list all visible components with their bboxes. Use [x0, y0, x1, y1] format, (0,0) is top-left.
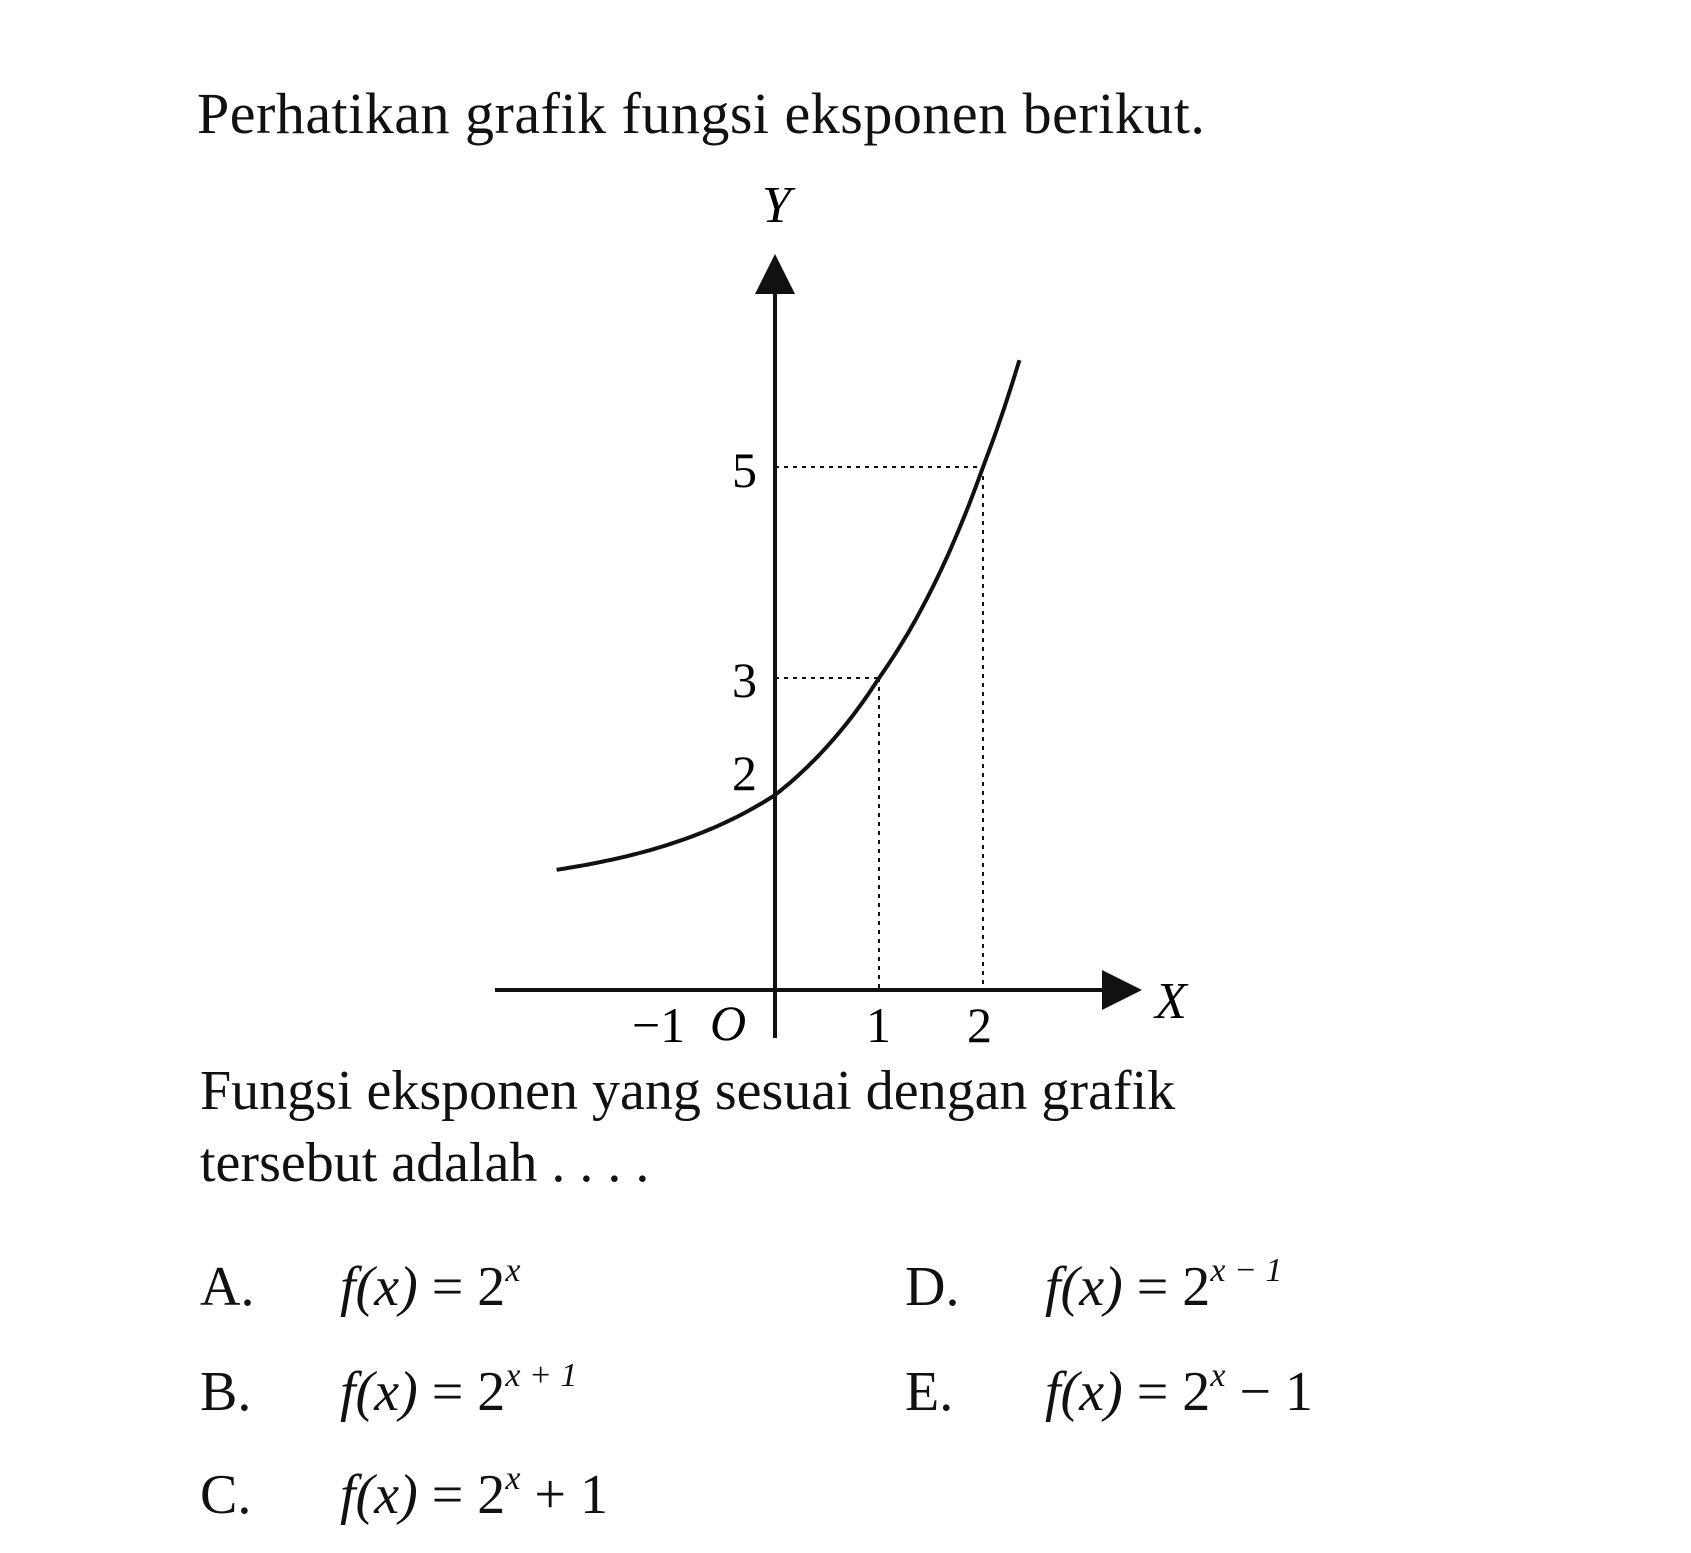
option-e-letter: E.	[905, 1361, 954, 1423]
option-d[interactable]	[905, 1252, 1283, 1319]
option-c-letter: C.	[200, 1464, 252, 1526]
y-axis-label: Y	[762, 177, 791, 234]
option-b[interactable]	[200, 1357, 578, 1424]
question-prompt-line-1: Fungsi eksponen yang sesuai dengan grafik	[200, 1060, 1176, 1122]
question-intro: Perhatikan grafik fungsi eksponen berikut.	[197, 81, 1206, 146]
x-tick-neg1: −1	[632, 997, 686, 1053]
option-a[interactable]	[200, 1252, 521, 1319]
origin-label: O	[710, 995, 747, 1051]
x-tick-1: 1	[866, 997, 891, 1053]
option-c-tail: + 1	[520, 1464, 608, 1526]
y-tick-3: 3	[732, 652, 757, 708]
option-d-exponent: x − 1	[1210, 1252, 1283, 1290]
option-b-eq: = 2	[417, 1361, 506, 1423]
question-prompt	[200, 1055, 1600, 1199]
option-c-lhs: f(x)	[340, 1464, 418, 1526]
option-c[interactable]	[200, 1460, 608, 1527]
x-axis-label: X	[1155, 973, 1187, 1030]
option-a-letter: A.	[200, 1256, 255, 1318]
y-tick-5: 5	[732, 442, 757, 498]
option-c-eq: = 2	[417, 1464, 506, 1526]
x-tick-2: 2	[967, 997, 992, 1053]
question-prompt-line-2: tersebut adalah . . . .	[200, 1132, 650, 1194]
option-e-eq: = 2	[1122, 1361, 1211, 1423]
option-d-eq: = 2	[1122, 1256, 1211, 1318]
option-b-lhs: f(x)	[340, 1361, 418, 1423]
option-e-tail: − 1	[1225, 1361, 1313, 1423]
option-b-exponent: x + 1	[505, 1357, 578, 1395]
option-a-eq: = 2	[417, 1256, 506, 1318]
y-tick-2: 2	[732, 745, 757, 801]
exponential-curve	[557, 360, 1020, 870]
option-c-exponent: x	[505, 1460, 521, 1498]
option-e-exponent: x	[1210, 1357, 1226, 1395]
option-a-exponent: x	[505, 1252, 521, 1290]
option-d-lhs: f(x)	[1045, 1256, 1123, 1318]
option-b-letter: B.	[200, 1361, 252, 1423]
option-e[interactable]	[905, 1357, 1313, 1424]
option-a-lhs: f(x)	[340, 1256, 418, 1318]
option-e-lhs: f(x)	[1045, 1361, 1123, 1423]
option-d-letter: D.	[905, 1256, 960, 1318]
